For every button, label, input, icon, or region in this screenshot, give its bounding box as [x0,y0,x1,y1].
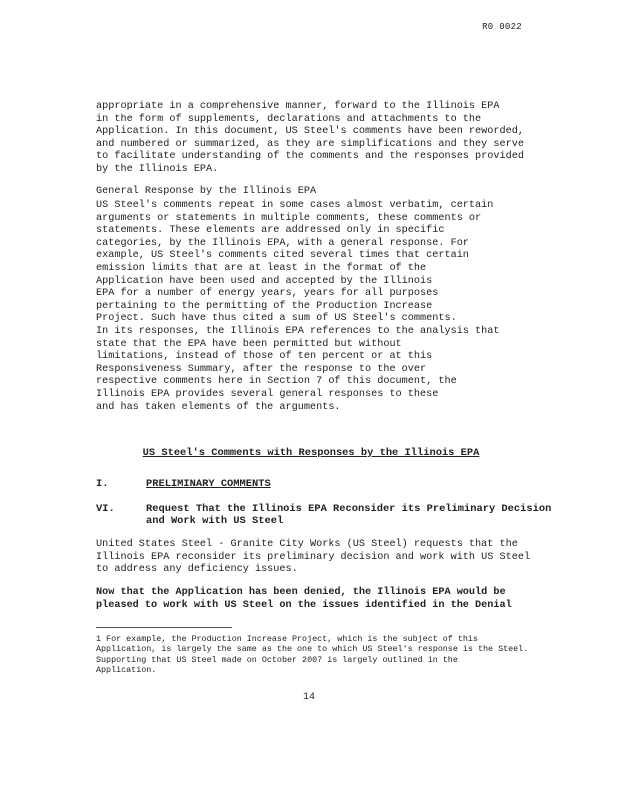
text-line: Illinois EPA reconsider its preliminary decision and work with US Steel [96,551,531,563]
footnote-divider [96,627,232,628]
text-line: emission limits that are at least in the format of the [96,262,427,274]
subsection-number: VI. [96,503,115,515]
request-paragraph [96,539,531,577]
text-line: and numbered or summarized, as they are simplifications and they serve [96,138,524,150]
text-line: and has taken elements of the arguments. [96,401,341,413]
text-line: statements. These elements are addressed only in specific [96,225,445,237]
general-response-heading [96,186,526,199]
text-line: United States Steel - Granite City Works (US Steel) requests that the [96,539,518,550]
footnote-line: Application. [96,665,157,676]
text-line: pleased to work with US Steel on the issues identified in the Denial [96,599,512,611]
section-heading: PRELIMINARY COMMENTS [146,478,271,490]
text-line: by the Illinois EPA. [96,163,219,175]
text-line: categories, by the Illinois EPA, with a general response. For [96,237,469,249]
subsection-heading-line2: and Work with US Steel [146,515,284,527]
text-line: General Response by the Illinois EPA [96,186,317,197]
page-number: 14 [302,692,315,703]
text-line: US Steel's comments repeat in some cases almost verbatim, certain [96,200,494,211]
text-line: appropriate in a comprehensive manner, forward to the Illinois EPA [96,101,500,112]
text-line: Application. In this document, US Steel's comments have been reworded, [96,126,524,138]
general-response-paragraph [96,200,526,414]
text-line: EPA for a number of energy years, years for all purposes [96,288,439,300]
text-line: in the form of supplements, declarations and attachments to the [96,113,482,125]
text-line: In its responses, the Illinois EPA references to the analysis that [96,325,500,337]
text-line: Responsiveness Summary, after the response to the over [96,363,427,375]
text-line: example, US Steel's comments cited several times that certain [96,250,469,262]
text-line: respective comments here in Section 7 of this document, the [96,376,457,388]
text-line: arguments or statements in multiple comments, these comments or [96,212,482,224]
text-line: limitations, instead of those of ten percent or at this [96,351,433,363]
response-paragraph [96,587,526,612]
text-line: Project. Such have thus cited a sum of US Steel's comments. [96,313,457,325]
text-line: to facilitate understanding of the comments and the responses provided [96,151,524,163]
subsection-heading-line1: Request That the Illinois EPA Reconsider its Preliminary Decision [146,503,552,515]
footnote [96,634,536,676]
footnote-line: 1 For example, the Production Increase Project, which is the subject of this [96,634,478,644]
footnote-line: Application, is largely the same as the one to which US Steel's response is the Steel. [96,644,529,655]
text-line: Illinois EPA provides several general responses to these [96,388,439,400]
section-number: I. [96,478,109,490]
text-line: state that the EPA have been permitted but without [96,338,402,350]
text-line: Now that the Application has been denied, the Illinois EPA would be [96,587,506,598]
text-line: Application have been used and accepted by the Illinois [96,275,433,287]
text-line: pertaining to the permitting of the Production Increase [96,300,433,312]
intro-paragraph [96,101,526,177]
footnote-line: Supporting that US Steel made on October 2007 is largely outlined in the [96,654,458,665]
text-line: to address any deficiency issues. [96,564,298,576]
section-title: US Steel's Comments with Responses by the Illinois EPA [142,447,480,459]
document-id: R0 0022 [482,22,522,32]
